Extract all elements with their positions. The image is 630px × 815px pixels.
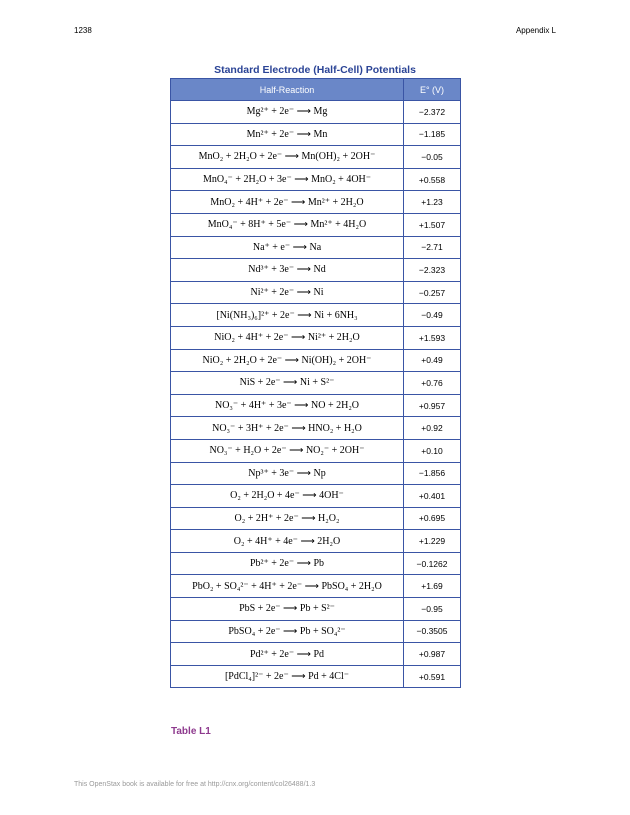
table-row (171, 191, 461, 214)
half-reaction-cell: Nd³⁺ + 3e⁻ ⟶ Nd (171, 259, 404, 282)
potential-cell: −1.185 (404, 123, 461, 146)
table-row (171, 123, 461, 146)
potential-cell: −2.372 (404, 101, 461, 124)
table-row (171, 575, 461, 598)
half-reaction-cell: NO₃⁻ + H₂O + 2e⁻ ⟶ NO₂⁻ + 2OH⁻ (171, 439, 404, 462)
half-reaction-cell: Na⁺ + e⁻ ⟶ Na (171, 236, 404, 259)
table-row (171, 349, 461, 372)
potential-cell: +0.49 (404, 349, 461, 372)
table-body (171, 101, 461, 688)
potential-cell: +1.23 (404, 191, 461, 214)
table-header-row (171, 79, 461, 101)
table-row (171, 372, 461, 395)
half-reaction-cell: Ni²⁺ + 2e⁻ ⟶ Ni (171, 281, 404, 304)
half-reaction-cell: O₂ + 4H⁺ + 4e⁻ ⟶ 2H₂O (171, 530, 404, 553)
table-row (171, 530, 461, 553)
potential-cell: +1.229 (404, 530, 461, 553)
half-reaction-cell: MnO₂ + 4H⁺ + 2e⁻ ⟶ Mn²⁺ + 2H₂O (171, 191, 404, 214)
table-row (171, 213, 461, 236)
half-reaction-cell: MnO₄⁻ + 2H₂O + 3e⁻ ⟶ MnO₂ + 4OH⁻ (171, 168, 404, 191)
potential-cell: +0.591 (404, 665, 461, 688)
half-reaction-cell: PbS + 2e⁻ ⟶ Pb + S²⁻ (171, 598, 404, 621)
potential-cell: +0.401 (404, 485, 461, 508)
potential-cell: −0.257 (404, 281, 461, 304)
table-row (171, 304, 461, 327)
half-reaction-cell: Pd²⁺ + 2e⁻ ⟶ Pd (171, 643, 404, 666)
half-reaction-cell: [Ni(NH₃)₆]²⁺ + 2e⁻ ⟶ Ni + 6NH₃ (171, 304, 404, 327)
potential-cell: −0.05 (404, 146, 461, 169)
table-row (171, 236, 461, 259)
table-row (171, 281, 461, 304)
electrode-potentials-table (170, 78, 461, 688)
half-reaction-cell: NO₃⁻ + 3H⁺ + 2e⁻ ⟶ HNO₂ + H₂O (171, 417, 404, 440)
half-reaction-cell: MnO₄⁻ + 8H⁺ + 5e⁻ ⟶ Mn²⁺ + 4H₂O (171, 213, 404, 236)
appendix-label: Appendix L (515, 26, 556, 35)
table-row (171, 394, 461, 417)
table-row (171, 485, 461, 508)
page-number: 1238 (74, 26, 92, 35)
half-reaction-cell: NiO₂ + 4H⁺ + 2e⁻ ⟶ Ni²⁺ + 2H₂O (171, 326, 404, 349)
potential-header: E° (V) (404, 79, 461, 101)
table-caption: Table L1 (171, 726, 211, 737)
table-row (171, 417, 461, 440)
half-reaction-cell: O₂ + 2H₂O + 4e⁻ ⟶ 4OH⁻ (171, 485, 404, 508)
half-reaction-cell: O₂ + 2H⁺ + 2e⁻ ⟶ H₂O₂ (171, 507, 404, 530)
half-reaction-cell: Np³⁺ + 3e⁻ ⟶ Np (171, 462, 404, 485)
potential-cell: +0.987 (404, 643, 461, 666)
half-reaction-cell: NO₃⁻ + 4H⁺ + 3e⁻ ⟶ NO + 2H₂O (171, 394, 404, 417)
potential-cell: +0.76 (404, 372, 461, 395)
table-row (171, 665, 461, 688)
footer-note: This OpenStax book is available for free at http://cnx.org/content/col26488/1.3 (74, 781, 316, 788)
half-reaction-cell: Pb²⁺ + 2e⁻ ⟶ Pb (171, 552, 404, 575)
potential-cell: +0.558 (404, 168, 461, 191)
half-reaction-header: Half-Reaction (171, 79, 404, 101)
half-reaction-cell: [PdCl₄]²⁻ + 2e⁻ ⟶ Pd + 4Cl⁻ (171, 665, 404, 688)
potential-cell: −0.49 (404, 304, 461, 327)
table-row (171, 462, 461, 485)
half-reaction-cell: Mn²⁺ + 2e⁻ ⟶ Mn (171, 123, 404, 146)
potential-cell: −0.3505 (404, 620, 461, 643)
table-row (171, 259, 461, 282)
half-reaction-cell: PbO₂ + SO₄²⁻ + 4H⁺ + 2e⁻ ⟶ PbSO₄ + 2H₂O (171, 575, 404, 598)
table-row (171, 507, 461, 530)
table-row (171, 643, 461, 666)
potential-cell: +1.69 (404, 575, 461, 598)
table-row (171, 620, 461, 643)
potential-cell: +0.10 (404, 439, 461, 462)
table-row (171, 326, 461, 349)
half-reaction-cell: NiS + 2e⁻ ⟶ Ni + S²⁻ (171, 372, 404, 395)
potential-cell: +1.593 (404, 326, 461, 349)
potential-cell: −0.95 (404, 598, 461, 621)
half-reaction-cell: MnO₂ + 2H₂O + 2e⁻ ⟶ Mn(OH)₂ + 2OH⁻ (171, 146, 404, 169)
potential-cell: −0.1262 (404, 552, 461, 575)
half-reaction-cell: Mg²⁺ + 2e⁻ ⟶ Mg (171, 101, 404, 124)
table-row (171, 598, 461, 621)
table-row (171, 101, 461, 124)
potential-cell: −1.856 (404, 462, 461, 485)
table-row (171, 552, 461, 575)
table-row (171, 168, 461, 191)
potential-cell: −2.71 (404, 236, 461, 259)
table-row (171, 146, 461, 169)
potential-cell: −2.323 (404, 259, 461, 282)
half-reaction-cell: PbSO₄ + 2e⁻ ⟶ Pb + SO₄²⁻ (171, 620, 404, 643)
potential-cell: +0.695 (404, 507, 461, 530)
potential-cell: +0.92 (404, 417, 461, 440)
table-row (171, 439, 461, 462)
half-reaction-cell: NiO₂ + 2H₂O + 2e⁻ ⟶ Ni(OH)₂ + 2OH⁻ (171, 349, 404, 372)
table-title: Standard Electrode (Half-Cell) Potentials (214, 64, 416, 76)
potential-cell: +1.507 (404, 213, 461, 236)
potential-cell: +0.957 (404, 394, 461, 417)
